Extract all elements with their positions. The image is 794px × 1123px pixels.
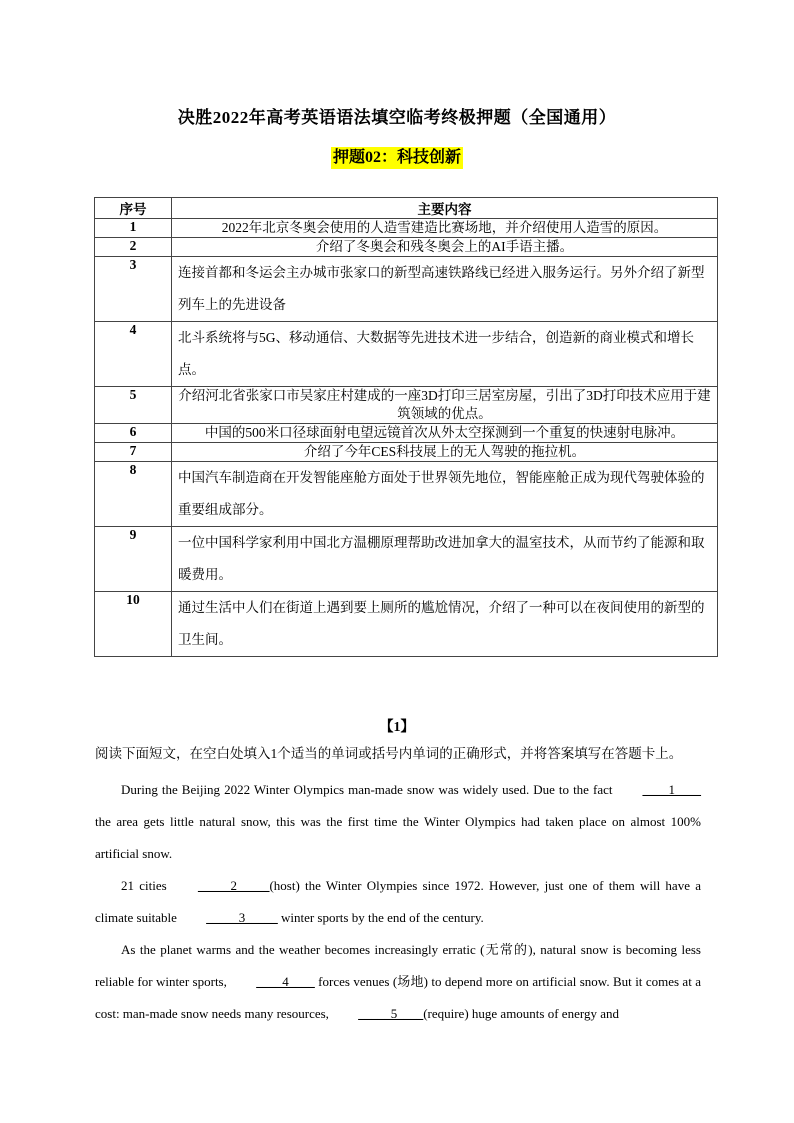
header-content: 主要内容 (172, 198, 718, 219)
row-content: 介绍了今年CES科技展上的无人驾驶的拖拉机。 (172, 443, 718, 462)
passage-text: winter sports by the end of the century. (277, 910, 484, 925)
row-content: 通过生活中人们在街道上遇到要上厕所的尴尬情况，介绍了一种可以在夜间使用的新型的卫生间。 (172, 592, 718, 657)
row-content: 一位中国科学家利用中国北方温棚原理帮助改进加拿大的温室技术，从而节约了能源和取暖费用。 (172, 527, 718, 592)
table-row (95, 238, 718, 257)
document-title: 决胜2022年高考英语语法填空临考终极押题（全国通用） (177, 108, 617, 127)
passage (95, 774, 701, 1030)
row-number: 4 (95, 322, 172, 387)
passage-text: (require) huge amounts of energy and (423, 1006, 619, 1021)
passage-text: forces venues (场地) to depend more on artificial snow. But it comes at a cost: man-made snow needs many resources, (95, 974, 701, 1021)
passage-paragraph-1 (95, 774, 701, 870)
passage-text: (host) the Winter Olympies since 1972. However, just one of them will have a climate suitable (95, 878, 701, 925)
row-number: 7 (95, 443, 172, 462)
passage-paragraph-3 (95, 934, 701, 1030)
answer-blank-4: ____4____ (256, 974, 315, 989)
table-row (95, 443, 718, 462)
section-label: 【1】 (379, 720, 415, 735)
table-row (95, 219, 718, 238)
row-number: 3 (95, 257, 172, 322)
row-number: 1 (95, 219, 172, 238)
passage-text: During the Beijing 2022 Winter Olympics man-made snow was widely used. Due to the fact (121, 782, 617, 797)
row-number: 6 (95, 424, 172, 443)
table-row (95, 462, 718, 527)
answer-blank-5: _____5____ (358, 1006, 424, 1021)
subtitle-wrap (0, 147, 794, 169)
row-number: 8 (95, 462, 172, 527)
row-content: 中国汽车制造商在开发智能座舱方面处于世界领先地位，智能座舱正成为现代驾驶体验的重要组成部分。 (172, 462, 718, 527)
row-content: 连接首都和冬运会主办城市张家口的新型高速铁路线已经进入服务运行。另外介绍了新型列车上的先进设备 (172, 257, 718, 322)
table-row (95, 387, 718, 424)
passage-text: 21 cities (121, 878, 172, 893)
row-number: 9 (95, 527, 172, 592)
table-row (95, 527, 718, 592)
table-row (95, 424, 718, 443)
row-number: 10 (95, 592, 172, 657)
row-number: 2 (95, 238, 172, 257)
answer-blank-2: _____2_____ (197, 878, 270, 893)
table-header-row (95, 198, 718, 219)
passage-paragraph-2 (95, 870, 701, 934)
table-row (95, 257, 718, 322)
row-content: 介绍了冬奥会和残冬奥会上的AI手语主播。 (172, 238, 718, 257)
row-number: 5 (95, 387, 172, 424)
table-row (95, 592, 718, 657)
row-content: 中国的500米口径球面射电望远镜首次从外太空探测到一个重复的快速射电脉冲。 (172, 424, 718, 443)
topic-table (94, 197, 718, 657)
passage-text: As the planet warms and the weather becomes increasingly erratic (无常的), natural snow is becoming less reliable for winter sports, (95, 942, 701, 989)
table-row (95, 322, 718, 387)
answer-blank-3: _____3_____ (206, 910, 278, 925)
row-content: 介绍河北省张家口市吴家庄村建成的一座3D打印三居室房屋，引出了3D打印技术应用于建筑领域的优点。 (172, 387, 718, 424)
instruction-text: 阅读下面短文，在空白处填入1个适当的单词或括号内单词的正确形式，并将答案填写在答题卡上。 (95, 746, 683, 761)
row-content: 北斗系统将与5G、移动通信、大数据等先进技术进一步结合，创造新的商业模式和增长点。 (172, 322, 718, 387)
row-content: 2022年北京冬奥会使用的人造雪建造比赛场地，并介绍使用人造雪的原因。 (172, 219, 718, 238)
answer-blank-1: ____1____ (642, 782, 701, 797)
document-subtitle: 押题02：科技创新 (331, 147, 463, 169)
header-number: 序号 (95, 198, 172, 219)
passage-text: the area gets little natural snow, this was the first time the Winter Olympics had taken place on almost 100% artificial snow. (95, 814, 701, 861)
